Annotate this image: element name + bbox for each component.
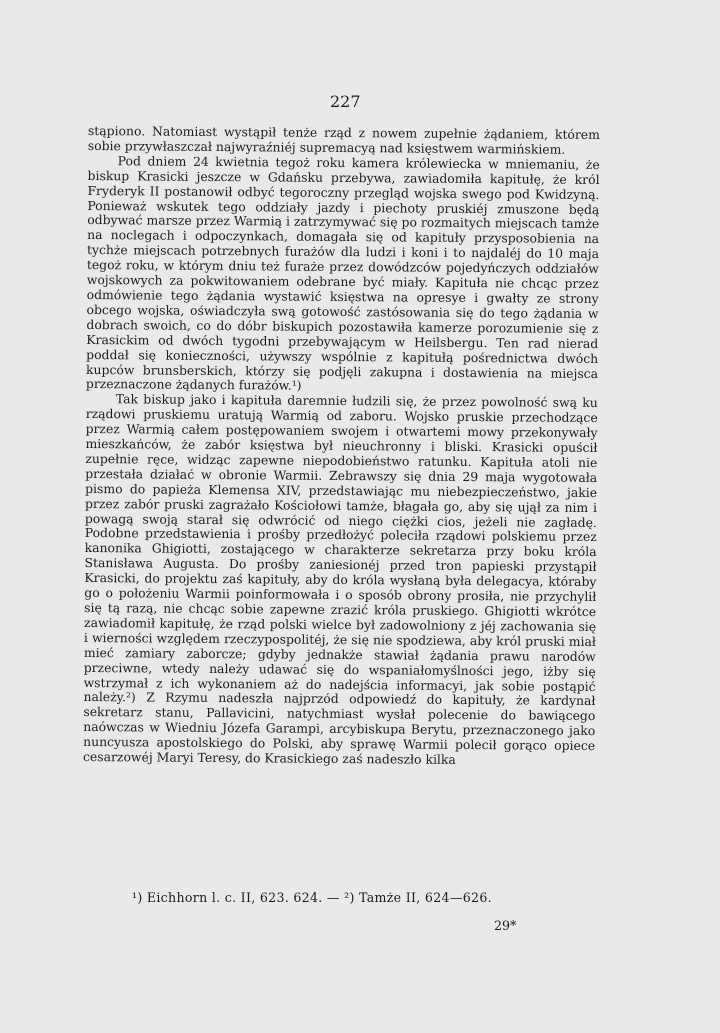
footnotes: ¹) Eichhorn l. c. II, 623. 624. — ²) Tamże II, 624—626. [132, 890, 492, 905]
signature-mark: 29* [494, 918, 517, 933]
paragraph-2: Pod dniem 24 kwietnia tegoż roku kamera królewiecka w mniemaniu, że biskup Krasicki jeszcze w Gdańsku przebywa, zawiadomiła kapitułę, że król Fryderyk II postanowił odbyć tegoroczny przegląd wojska swego pod Kwidzyną. Ponieważ wskutek tego oddziały jazdy i piechoty pruskiéj zmuszone będą odbywać marsze przez Warmią i zatrzymywać się po rozmaitych miejscach tamże na noclegach i odpoczynkach, domagała się od kapituły przysposobienia na tychże miejscach potrzebnych furażów dla ludzi i koni i to najdaléj do 10 maja tegoż roku, w którym dniu też furaże przez dowódzców pojedyńczych oddziałów wojskowych za pokwitowaniem odebrane być miały. Kapituła nie chcąc przez odmówienie tego żądania wystawić księstwa na opresye i gwałty ze strony obcego wojska, oświadczyła swą gotowość zastósowania się do tego żądania w dobrach swoich, co do dóbr biskupich pozostawiła kamerze porozumienie się z Krasickim od dwóch tygodni przebywającym w Heilsbergu. Ten rad nierad poddał się konieczności, używszy wspólnie z kapitułą pośrednictwa dwóch kupców brunsberskich, którzy się podjęli zakupna i dostawienia na miejsca przeznaczone żądanych furażów.¹) [85, 153, 600, 394]
body-text [83, 124, 600, 769]
paragraph-3: Tak biskup jako i kapituła daremnie łudzili się, że przez powolność swą ku rządowi pruskiemu uratują Warmią od zaboru. Wojsko pruskie przechodzące przez Warmią całem postępowaniem swojem i otwartemi mowy przekonywały mieszkańców, że zabór księstwa był nieuchronny i bliski. Krasicki opuścił zupełnie ręce, widząc zapewne niepodobieństwo ratunku. Kapituła atoli nie przestała działać w obronie Warmii. Zebrawszy się dnia 29 maja wygotowała pismo do papieża Klemensa XIV, przedstawiając mu niebezpieczeństwo, jakie przez zabór pruski zagrażało Kościołowi tamże, błagała go, aby się ujął za nim i powagą swoją starał się odwrócić od niego ciężki cios, jeżeli nie zagładę. Podobne przedstawienia i prośby przedłożyć poleciła rządowi polskiemu przez kanonika Ghigiotti, zostającego w charakterze sekretarza przy boku króla Stanisława Augusta. Do prośby zaniesionéj przed tron papieski przystąpił Krasicki, do projektu zaś kapituły, aby do króla wysłaną była delegacya, któraby go o położeniu Warmii poinformowała i o sposób obrony prosiła, nie przychylił się tą razą, nie chcąc sobie zapewne zrazić króla pruskiego. Ghigiotti wkrótce zawiadomił kapitułę, że rząd polski wielce był zadowolniony z jéj zachowania się i wierności względem rzeczypospolitéj, że się nie spodziewa, aby król pruski miał mieć zamiary zaborcze; gdyby jednakże stawiał żądania prawu narodów przeciwne, wtedy należy udawać się do wspaniałomyślności jego, iżby się wstrzymał z ich wykonaniem aż do nadejścia informacyi, jak sobie postąpić należy.²) Z Rzymu nadeszła najprzód odpowiedź do kapituły, że kardynał sekretarz stanu, Pallavicini, natychmiast wysłał polecenie do bawiącego naówczas w Wiedniu Józefa Garampi, arcybiskupa Berytu, przeznaczonego jako nuncyusza apostolskiego do Polski, aby sprawę Warmii polecił gorąco opiece cesarzowéj Maryi Teresy, do Krasickiego zaś nadeszło kilka [82, 391, 598, 767]
page-number: 227 [330, 92, 361, 111]
paragraph-1: stąpiono. Natomiast wystąpił tenże rząd z nowem zupełnie żądaniem, którem sobie przywłaszczał najwyraźniéj supremacyą nad księstwem warmińskiem. [87, 123, 600, 157]
